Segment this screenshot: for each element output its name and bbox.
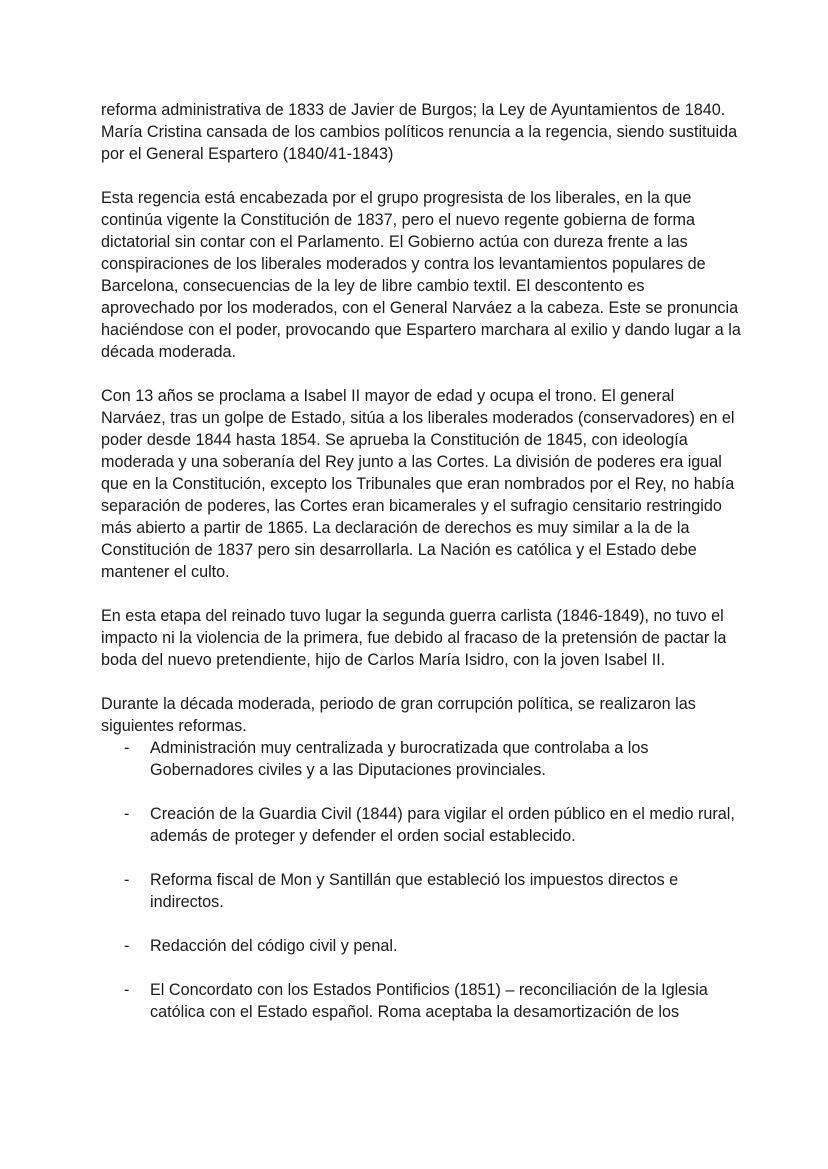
list-item <box>101 803 741 847</box>
list-bullet-dash: - <box>124 981 130 999</box>
document-page <box>101 99 741 1045</box>
list-bullet-dash: - <box>124 871 130 889</box>
list-item-text: Administración muy centralizada y burocratizada que controlaba a los Gobernadores civiles y a las Diputaciones provinciales. <box>150 739 649 779</box>
list-item <box>101 935 741 957</box>
list-item-text: Reforma fiscal de Mon y Santillán que estableció los impuestos directos e indirectos. <box>150 871 679 911</box>
list-bullet-dash: - <box>124 805 130 823</box>
list-item <box>101 869 741 913</box>
paragraph-moderate-decade-intro: Durante la década moderada, periodo de gran corrupción política, se realizaron las siguientes reformas. <box>101 695 696 735</box>
paragraph-isabel-ii-majority: Con 13 años se proclama a Isabel II mayor de edad y ocupa el trono. El general Narváez, tras un golpe de Estado, sitúa a los liberales moderados (conservadores) en el poder desde 1844 hasta 1854. Se aprueba la Constitución de 1845, con ideología moderada y una soberanía del Rey junto a las Cortes. La división de poderes era igual que en la Constitución, excepto los Tribunales que eran nombrados por el Rey, no había separación de poderes, las Cortes eran bicamerales y el sufragio censitario restringido más abierto a partir de 1865. La declaración de derechos es muy similar a la de la Constitución de 1837 pero sin desarrollarla. La Nación es católica y el Estado debe mantener el culto. <box>101 387 735 581</box>
paragraph-second-carlist-war: En esta etapa del reinado tuvo lugar la segunda guerra carlista (1846-1849), no tuvo el impacto ni la violencia de la primera, fue debido al fracaso de la pretensión de pactar la boda del nuevo pretendiente, hijo de Carlos María Isidro, con la joven Isabel II. <box>101 607 727 669</box>
list-item <box>101 979 741 1023</box>
list-bullet-dash: - <box>124 739 130 757</box>
list-bullet-dash: - <box>124 937 130 955</box>
paragraph-espartero-regency: Esta regencia está encabezada por el grupo progresista de los liberales, en la que continúa vigente la Constitución de 1837, pero el nuevo regente gobierna de forma dictatorial sin contar con el Parlamento. El Gobierno actúa con dureza frente a las conspiraciones de los liberales moderados y contra los levantamientos populares de Barcelona, consecuencias de la ley de libre cambio textil. El descontento es aprovechado por los moderados, con el General Narváez a la cabeza. Este se pronuncia haciéndose con el poder, provocando que Espartero marchara al exilio y dando lugar a la década moderada. <box>101 189 741 361</box>
list-item-text: Creación de la Guardia Civil (1844) para vigilar el orden público en el medio rural, además de proteger y defender el orden social establecido. <box>150 805 735 845</box>
paragraph-regency-change: reforma administrativa de 1833 de Javier de Burgos; la Ley de Ayuntamientos de 1840. María Cristina cansada de los cambios políticos renuncia a la regencia, siendo sustituida por el General Espartero (1840/41-1843) <box>101 101 738 163</box>
list-item-text: El Concordato con los Estados Pontificios (1851) – reconciliación de la Iglesia católica con el Estado español. Roma aceptaba la desamortización de los <box>150 981 708 1021</box>
list-item <box>101 737 741 781</box>
reforms-list <box>101 737 741 1023</box>
list-item-text: Redacción del código civil y penal. <box>150 937 398 955</box>
